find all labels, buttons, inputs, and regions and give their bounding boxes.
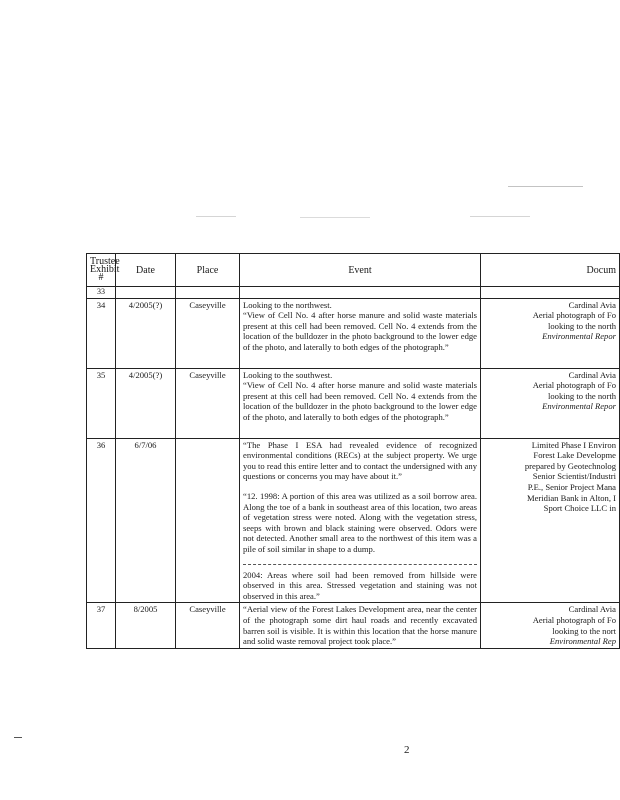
doc-line: Cardinal Avia — [568, 369, 616, 380]
row-event — [240, 298, 481, 368]
table-row — [87, 287, 620, 299]
row-event — [240, 438, 481, 603]
event-quote: “12. 1998: A portion of this area was utilized as a soil borrow area. Along the toe of a bank in southeast area of this location, two areas of vegetation stress were noted. Along with the vegetation stress, seeps with brown and black staining were observed. Odors were not detected. Another small area to the northwest of this item was a pile of soil similar in shape to a dump. — [243, 490, 477, 554]
exhibit-number: 37 — [87, 603, 116, 648]
row-document — [481, 438, 620, 603]
event-heading: Looking to the northwest. — [243, 299, 332, 310]
row-date: 4/2005(?) — [116, 368, 176, 438]
scan-artifact — [196, 216, 236, 217]
table-row — [87, 603, 620, 648]
exhibit-number: 36 — [87, 438, 116, 603]
row-document — [481, 368, 620, 438]
doc-line: looking to the nort — [552, 625, 616, 636]
doc-line: Forest Lake Developme — [533, 450, 616, 461]
row-document — [481, 298, 620, 368]
row-place: Caseyville — [176, 603, 240, 648]
exhibit-number: 35 — [87, 368, 116, 438]
doc-line: prepared by Geotechnolog — [524, 460, 616, 471]
table-row — [87, 298, 620, 368]
doc-line: Sport Choice LLC in — [543, 503, 616, 514]
table-header-row — [87, 254, 620, 287]
chronology-table — [86, 253, 620, 649]
row-date: 4/2005(?) — [116, 298, 176, 368]
event-quote: “View of Cell No. 4 after horse manure and solid waste materials present at this cell had been removed. Cell No. 4 extends from the location of the bulldozer in the photo background to the lower edge of the photo, and laterally to both edges of the photograph.” — [243, 380, 477, 422]
scan-artifact — [508, 186, 583, 187]
doc-line: looking to the north — [547, 320, 616, 331]
row-document — [481, 603, 620, 648]
row-event — [240, 368, 481, 438]
doc-line: Cardinal Avia — [568, 299, 616, 310]
event-heading: Looking to the southwest. — [243, 369, 333, 380]
table-row — [87, 438, 620, 603]
doc-line: Environmental Rep — [549, 636, 616, 647]
page-number: 2 — [404, 744, 410, 756]
doc-line: Limited Phase I Environ — [531, 439, 616, 450]
doc-line: looking to the north — [547, 390, 616, 401]
scan-artifact — [470, 216, 530, 217]
header-event: Event — [240, 254, 481, 287]
doc-line: Environmental Repor — [542, 401, 616, 412]
doc-line: Aerial photograph of Fo — [532, 614, 616, 625]
doc-line: P.E., Senior Project Mana — [527, 481, 616, 492]
row-date: 6/7/06 — [116, 438, 176, 603]
exhibit-number: 33 — [87, 287, 116, 299]
header-date: Date — [116, 254, 176, 287]
row-event — [240, 603, 481, 648]
doc-line: Aerial photograph of Fo — [532, 380, 616, 391]
event-quote: “The Phase I ESA had revealed evidence of recognized environmental conditions (RECs) at the subject property. We urge you to read this entire letter and to contact the undersigned with any questions or concerns you may have about it.” — [243, 439, 477, 482]
event-quote: “View of Cell No. 4 after horse manure and solid waste materials present at this cell had been removed. Cell No. 4 extends from the location of the bulldozer in the photo background to the lower edge of the photo, and laterally to both edges of the photograph.” — [243, 310, 477, 352]
doc-line: Environmental Repor — [542, 331, 616, 342]
row-place — [176, 438, 240, 603]
dashed-divider — [243, 564, 477, 565]
doc-line: Senior Scientist/Industri — [532, 471, 616, 482]
row-place: Caseyville — [176, 298, 240, 368]
table-row — [87, 368, 620, 438]
event-quote: 2004: Areas where soil had been removed from hillside were observed in this area. Stressed vegetation and staining was not observed in this area.” — [243, 569, 477, 601]
header-place: Place — [176, 254, 240, 287]
doc-line: Cardinal Avia — [568, 604, 616, 615]
scan-artifact — [14, 737, 22, 738]
header-exhibit-number: Trustee Exhibit # — [87, 254, 116, 287]
row-place: Caseyville — [176, 368, 240, 438]
header-document: Docum — [481, 254, 620, 287]
doc-line: Aerial photograph of Fo — [532, 310, 616, 321]
exhibit-number: 34 — [87, 298, 116, 368]
doc-line: Meridian Bank in Alton, I — [526, 492, 616, 503]
scan-artifact — [300, 217, 370, 218]
event-quote: “Aerial view of the Forest Lakes Development area, near the center of the photograph some dirt haul roads and recently excavated barren soil is visible. It is within this location that the horse manure and solid waste removal project took place.” — [243, 604, 477, 647]
row-date: 8/2005 — [116, 603, 176, 648]
